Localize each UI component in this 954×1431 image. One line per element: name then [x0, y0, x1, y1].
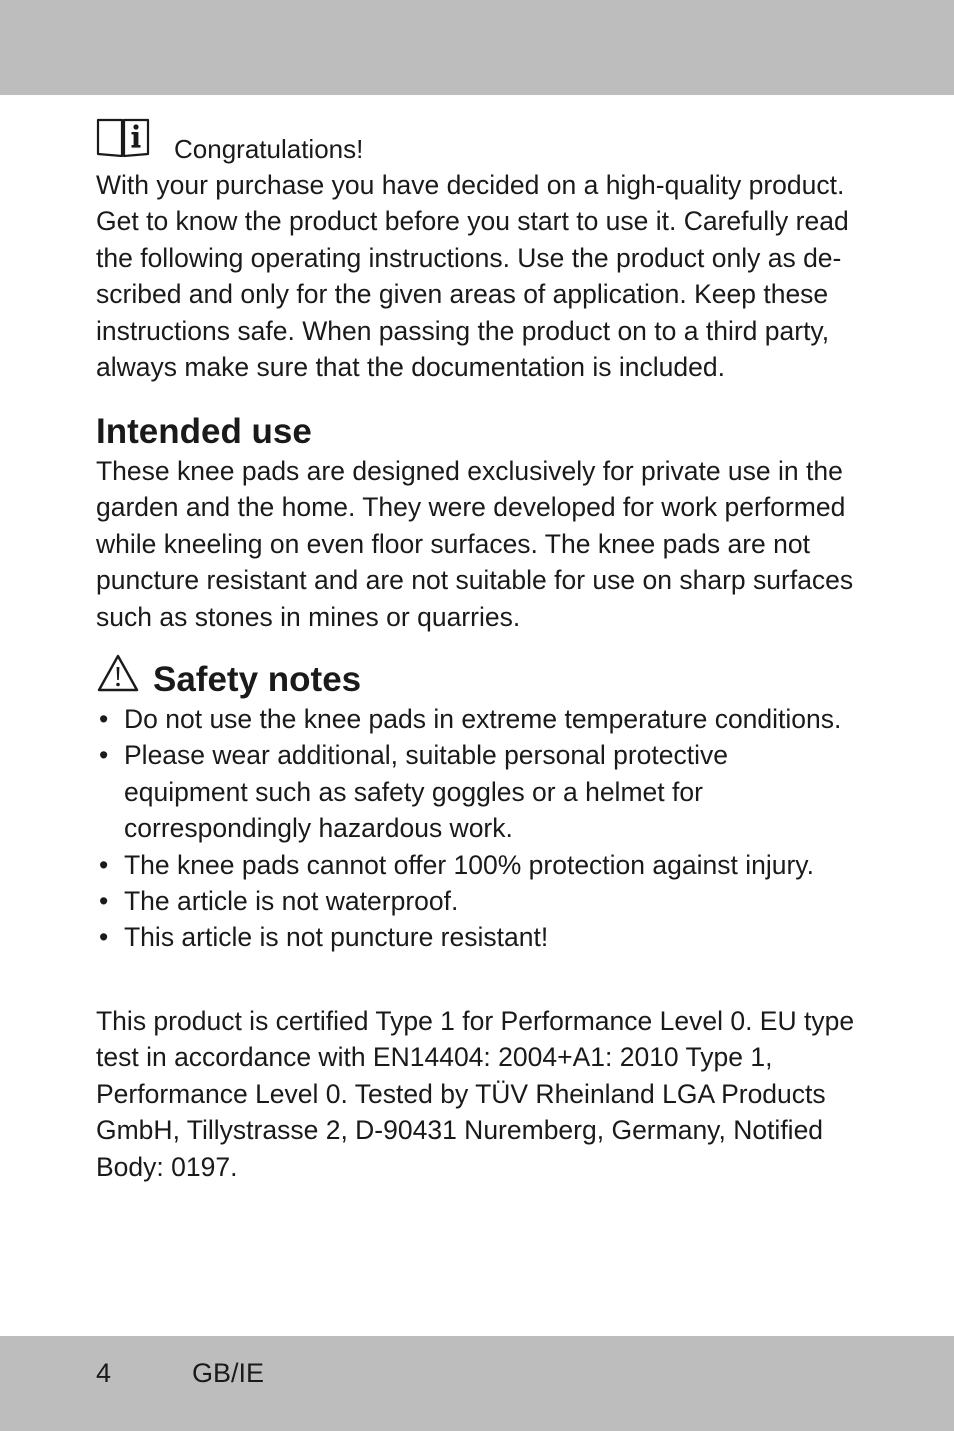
text-line: the following operating instructions. Use the product only as de-	[96, 242, 842, 273]
locale-label: GB/IE	[192, 1358, 265, 1388]
text-line: These knee pads are designed exclusively for private use in the	[96, 456, 843, 486]
page-number: 4	[96, 1358, 112, 1388]
text-line: Performance Level 0. Tested by TÜV Rheinland LGA Products	[96, 1078, 826, 1109]
header-band	[0, 0, 954, 95]
text-line: while kneeling on even floor surfaces. The knee pads are not	[96, 528, 810, 559]
text-line: GmbH, Tillystrasse 2, D-90431 Nuremberg, Germany, Notified	[96, 1115, 824, 1146]
text-line: This product is certified Type 1 for Performance Level 0. EU type	[96, 1006, 855, 1036]
list-item	[96, 847, 866, 883]
list-item	[96, 701, 866, 737]
text-line: always make sure that the documentation is included.	[96, 352, 725, 383]
intended-use-paragraph	[96, 453, 866, 635]
congratulations-heading: Congratulations!	[174, 134, 364, 164]
list-item	[96, 919, 866, 955]
text-line: correspondingly hazardous work.	[124, 813, 513, 844]
text-line: test in accordance with EN14404: 2004+A1: 2010 Type 1,	[96, 1042, 773, 1073]
certification-paragraph	[96, 1003, 866, 1185]
safety-notes-list	[96, 701, 866, 956]
intended-use-heading: Intended use	[96, 412, 312, 451]
text-line: garden and the home. They were developed for work performed	[96, 492, 846, 523]
warning-triangle-icon	[96, 653, 140, 693]
list-item	[96, 737, 866, 846]
text-line: • This article is not puncture resistant!	[124, 922, 549, 953]
text-line: • The knee pads cannot offer 100% protection against injury.	[124, 849, 814, 880]
text-line: Body: 0197.	[96, 1151, 238, 1182]
book-info-icon	[96, 116, 150, 158]
footer-band	[0, 1336, 954, 1431]
text-line: • Please wear additional, suitable personal protective	[124, 740, 728, 771]
text-line: such as stones in mines or quarries.	[96, 601, 521, 632]
text-line: With your purchase you have decided on a high-quality product.	[96, 170, 845, 200]
list-item	[96, 883, 866, 919]
text-line: instructions safe. When passing the product on to a third party,	[96, 315, 830, 346]
intro-paragraph	[96, 167, 866, 385]
text-line: puncture resistant and are not suitable for use on sharp surfaces	[96, 565, 854, 596]
text-line: equipment such as safety goggles or a helmet for	[124, 776, 703, 807]
safety-notes-heading: Safety notes	[153, 660, 362, 699]
text-line: • Do not use the knee pads in extreme temperature conditions.	[124, 704, 842, 734]
text-line: Get to know the product before you start to use it. Carefully read	[96, 206, 849, 237]
text-line: • The article is not waterproof.	[124, 886, 459, 917]
text-line: scribed and only for the given areas of application. Keep these	[96, 279, 829, 310]
